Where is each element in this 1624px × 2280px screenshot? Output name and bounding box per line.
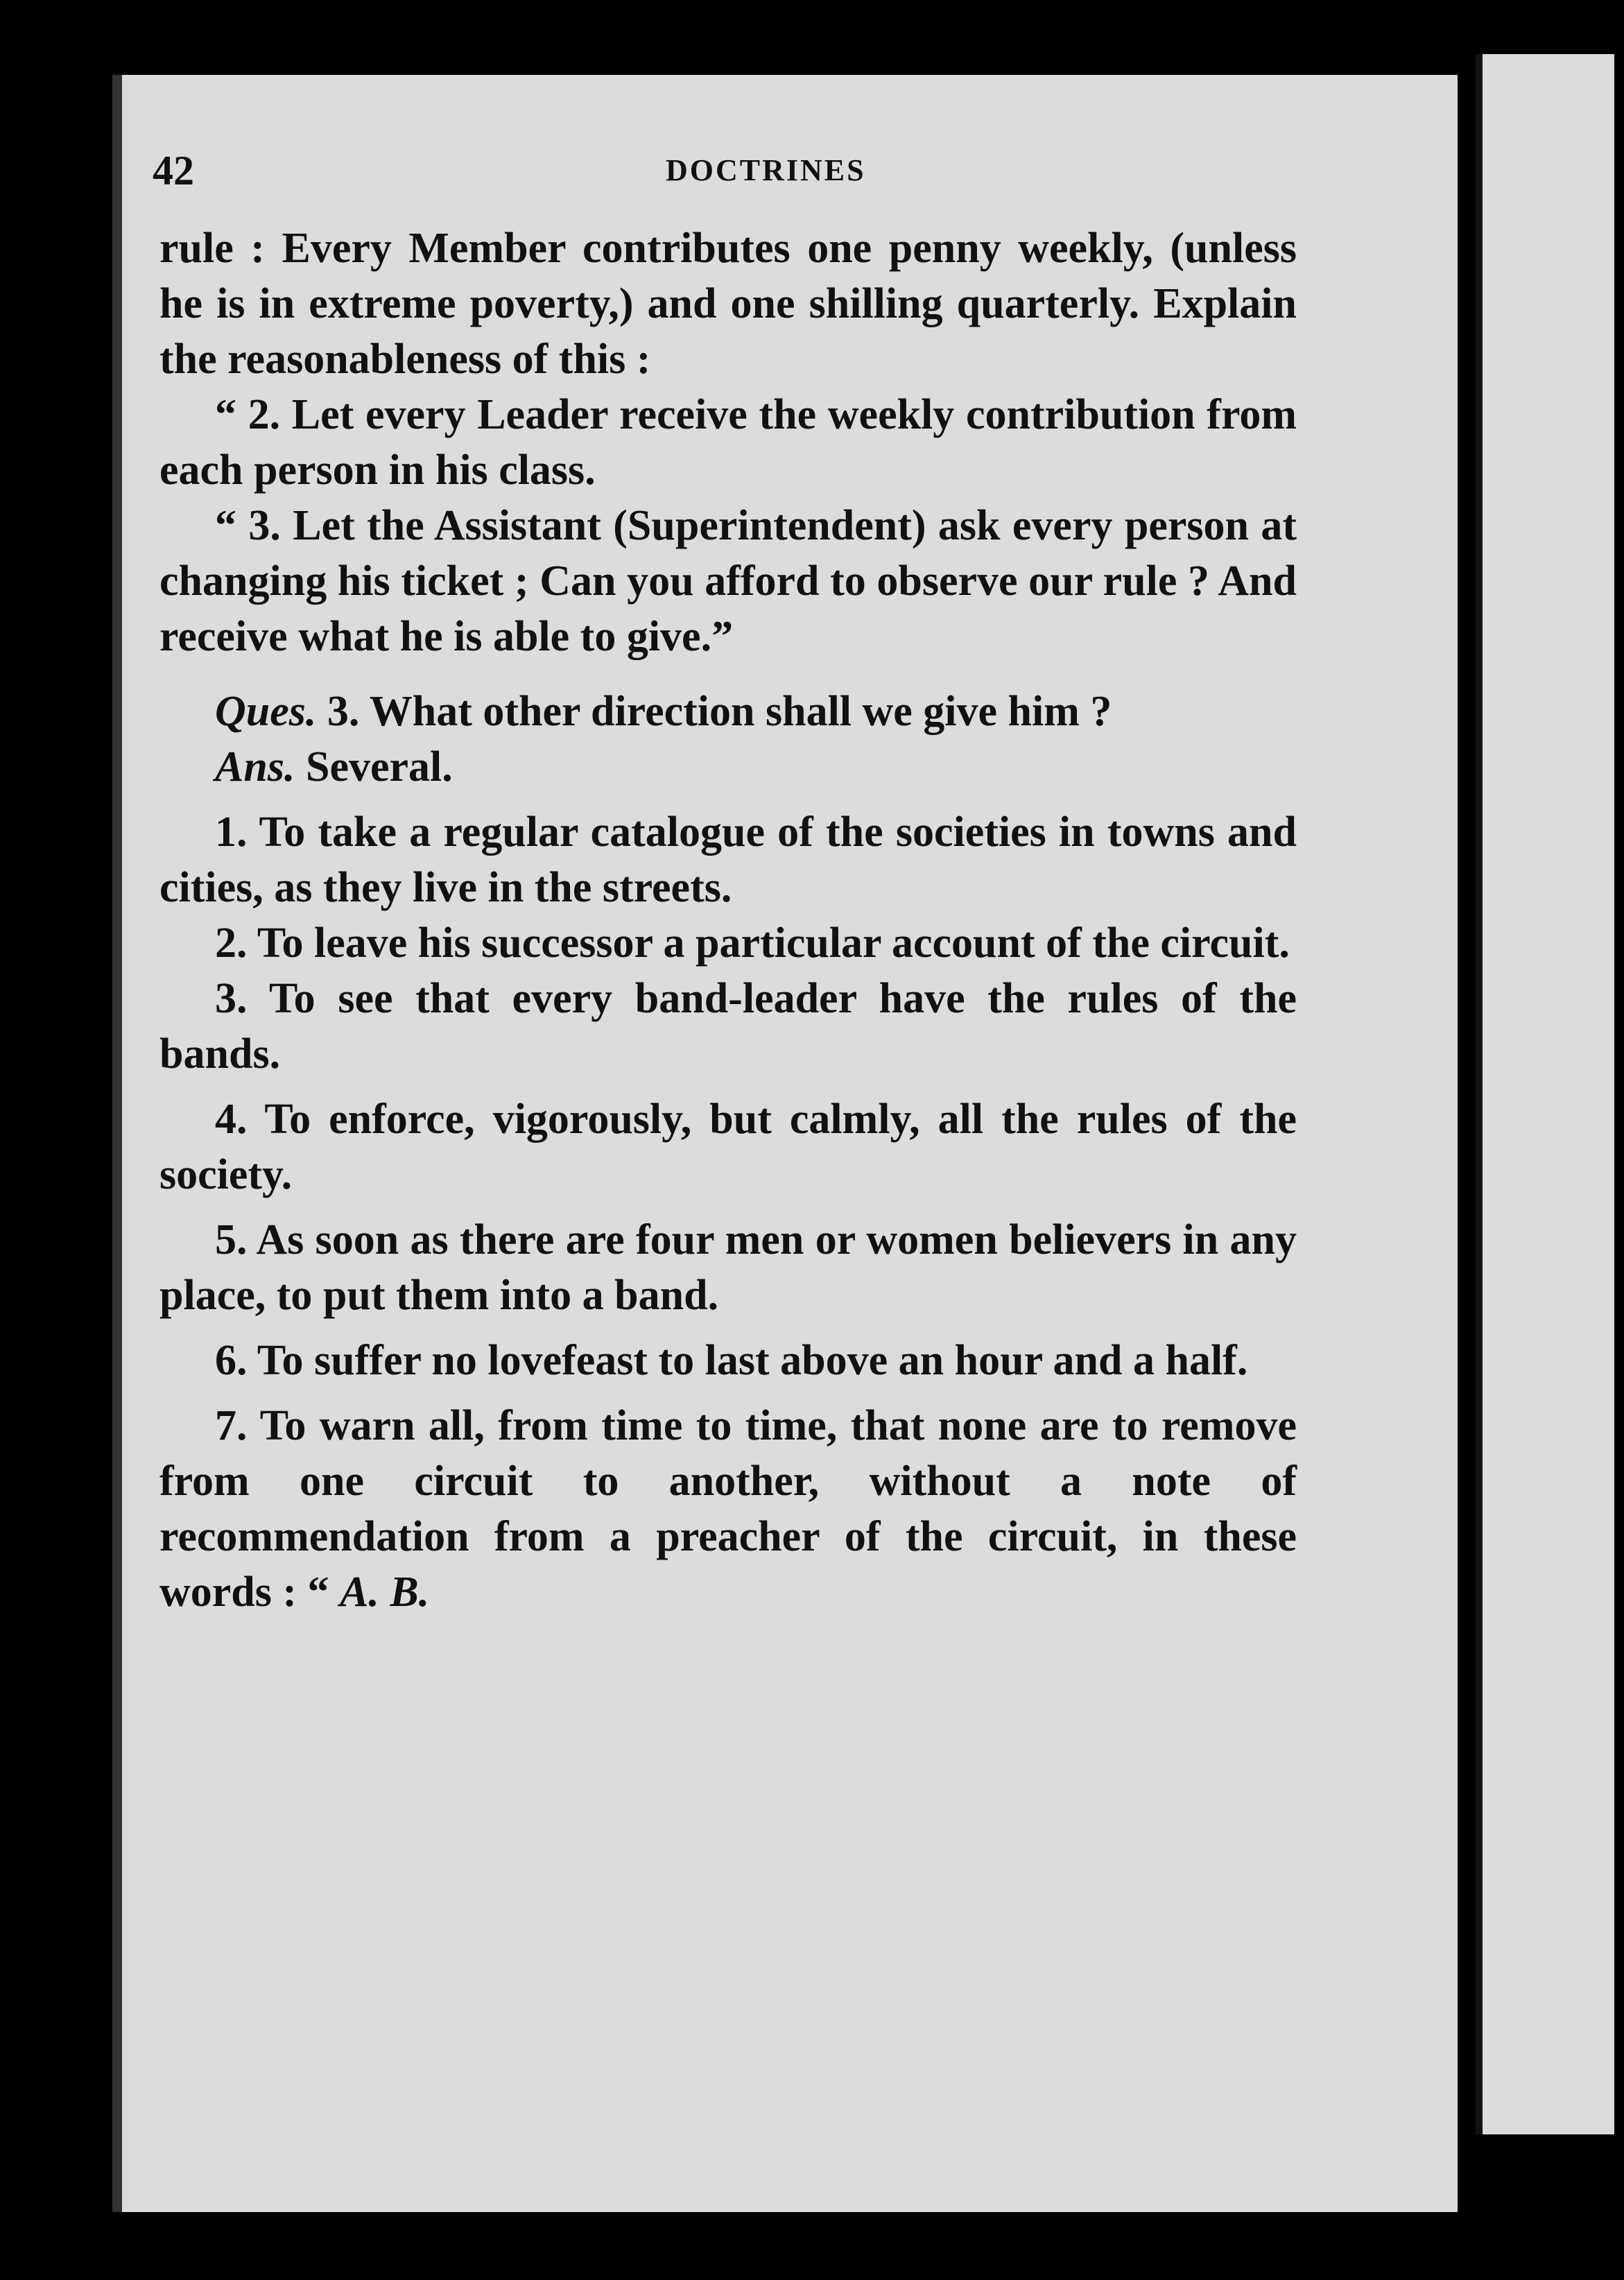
question-paragraph — [159, 684, 1297, 739]
paragraph-text: 7. To warn all, from time to time, that none are to remove from one circuit to another, without a note of recommendation from a preacher of the circuit, in these words : “ — [159, 1402, 1297, 1616]
list-item — [159, 804, 1297, 915]
paragraph — [159, 498, 1297, 664]
list-item — [159, 1212, 1297, 1323]
page-body — [159, 221, 1297, 1620]
paragraph-text: 4. To enforce, vigorously, but calmly, all the rules of the society. — [159, 1096, 1297, 1198]
page-header — [153, 147, 1318, 216]
paragraph-text: 6. To suffer no lovefeast to last above an hour and a half. — [215, 1337, 1248, 1384]
paragraph-text: rule : Every Member contributes one penny weekly, (unless he is in extreme poverty,) and one shilling quarterly. Explain the reasonableness of this : — [159, 225, 1297, 383]
answer-paragraph — [159, 739, 1297, 795]
paragraph-text: 3. To see that every band-leader have the rules of the bands. — [159, 975, 1297, 1078]
paragraph — [159, 387, 1297, 498]
question-label: Ques. — [215, 688, 317, 735]
answer-label: Ans. — [215, 743, 295, 791]
paragraph-text: 2. To leave his successor a particular account of the circuit. — [215, 919, 1290, 967]
running-title: DOCTRINES — [666, 153, 866, 187]
paragraph-text: 3. What other direction shall we give him ? — [316, 688, 1112, 735]
list-item — [159, 971, 1297, 1082]
adjacent-page-edge — [1476, 54, 1614, 2134]
paragraph-text: “ 2. Let every Leader receive the weekly contribution from each person in his class. — [159, 391, 1297, 494]
list-item — [159, 1333, 1297, 1388]
paragraph-text: 1. To take a regular catalogue of the societies in towns and cities, as they live in the streets. — [159, 809, 1297, 911]
list-item — [159, 1091, 1297, 1202]
paragraph-text: Several. — [295, 743, 453, 791]
list-item — [159, 1398, 1297, 1620]
page-number: 42 — [153, 148, 194, 193]
paragraph — [159, 221, 1297, 387]
closing-initials: A. B. — [340, 1569, 430, 1616]
list-item — [159, 915, 1297, 971]
paragraph-text: “ 3. Let the Assistant (Superintendent) ask every person at changing his ticket ; Can you afford to observe our rule ? And receive what he is able to give.” — [159, 502, 1297, 660]
paragraph-text: 5. As soon as there are four men or women believers in any place, to put them into a band. — [159, 1216, 1297, 1319]
